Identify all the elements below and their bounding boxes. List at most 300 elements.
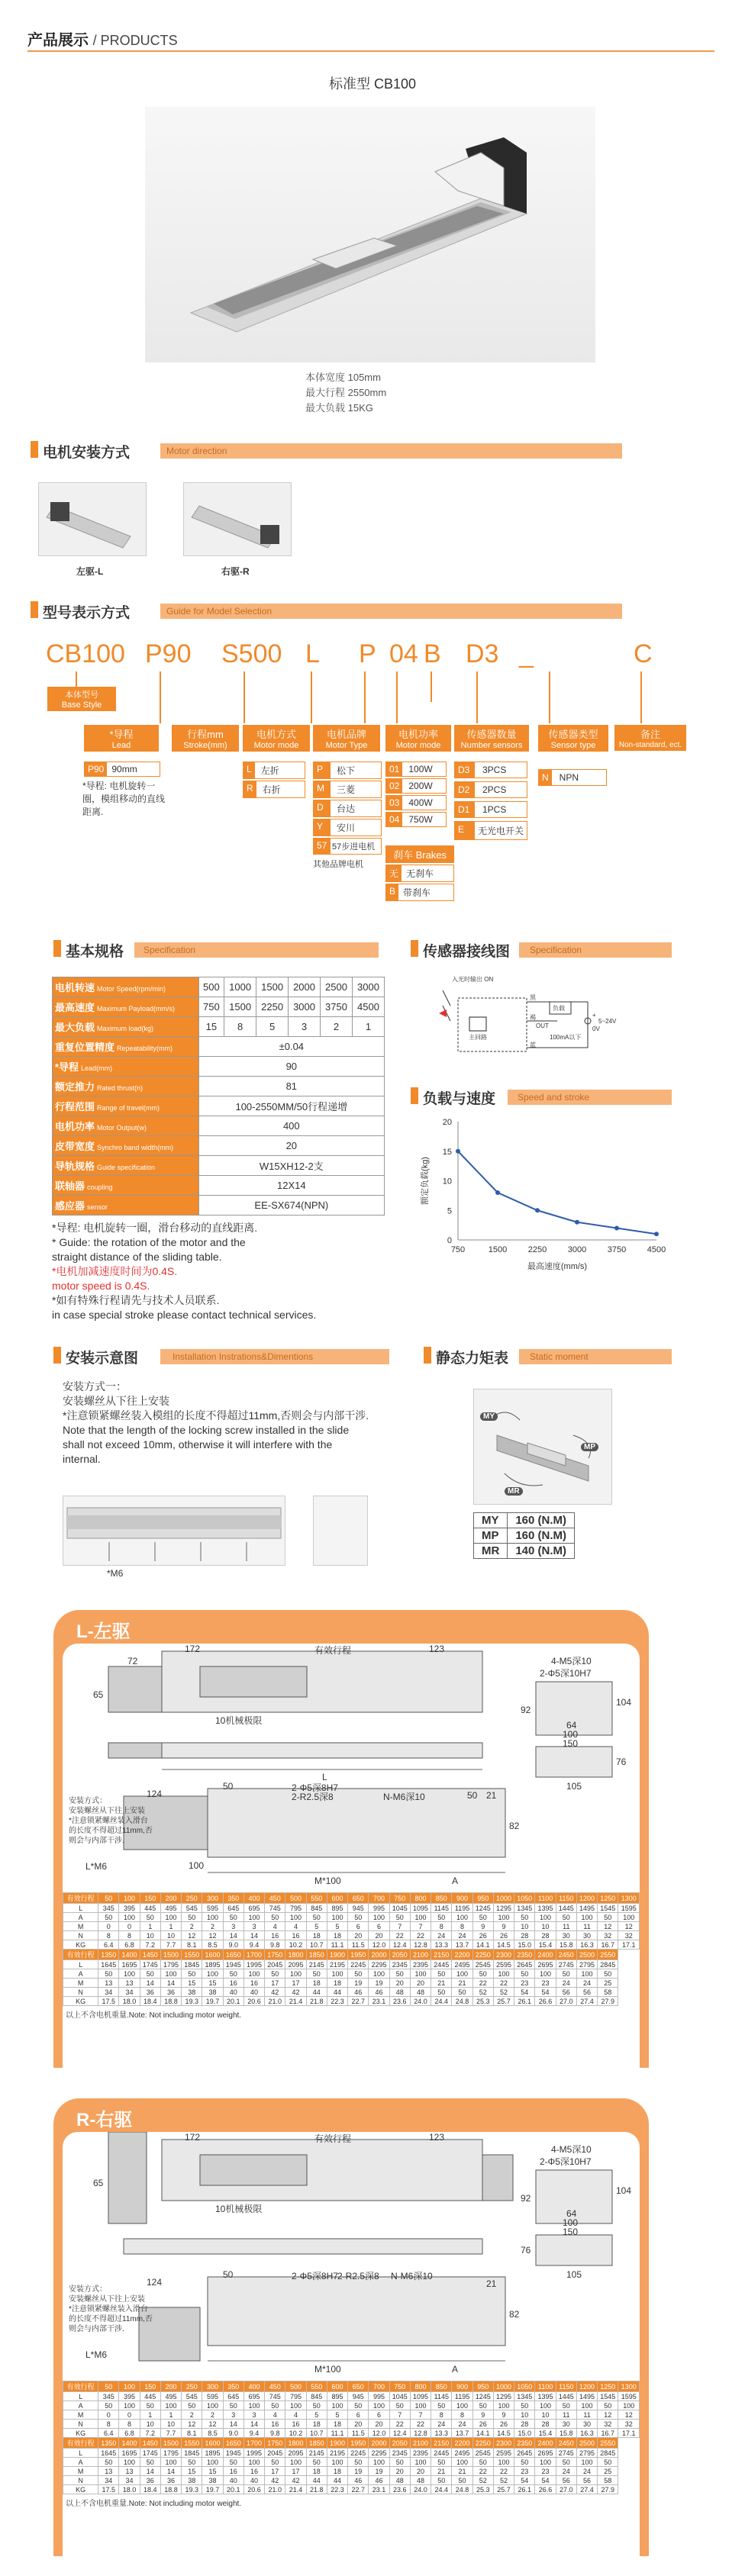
x-tick-label: 750	[450, 1245, 466, 1254]
dim-cell: 56	[556, 2476, 576, 2485]
dim-cell: 有效行程	[63, 2381, 98, 2392]
dim-cell: 16	[265, 2420, 285, 2429]
table-row	[63, 2467, 640, 2476]
dim-cell: 1250	[598, 1893, 618, 1904]
dim-cell: 40	[243, 2476, 264, 2485]
dim-cell: 1700	[243, 2438, 264, 2449]
panel-m6-label: L*M6	[85, 1861, 108, 1872]
dim-cell: 900	[452, 2381, 472, 2392]
dim-cell: 14.5	[493, 1940, 514, 1950]
remark-title: 备注	[640, 729, 660, 740]
list-item	[454, 781, 527, 798]
dim-cell: 100	[493, 1969, 514, 1979]
install-m6-label: *M6	[107, 1568, 124, 1579]
dim-cell: 50	[431, 1988, 452, 1997]
spec-key-en: sensor	[87, 1203, 108, 1211]
item-label: 2PCS	[482, 784, 507, 795]
dim-cell: 700	[369, 2381, 389, 2392]
dim-cell: 5	[327, 2410, 347, 2420]
panel-footnote: 以上不含电机重量.Note: Not including motor weight.	[66, 2011, 242, 2020]
dim-cell: 100	[202, 2401, 223, 2410]
install-title: 安装示意图	[66, 1351, 139, 1367]
table-row	[63, 2429, 640, 2438]
dim-label: 124	[147, 1789, 163, 1799]
dim-cell: 15.4	[535, 2429, 556, 2438]
dim-cell: 1000	[493, 1893, 514, 1904]
model-selection-title: 型号表示方式	[43, 605, 131, 621]
dim-cell: 100	[535, 2458, 556, 2467]
dim-cell: 34	[119, 2476, 140, 2485]
dim-cell: 450	[265, 2381, 285, 2392]
dim-cell: 100	[285, 1969, 306, 1979]
section-marker	[424, 1347, 431, 1364]
dim-cell: 23	[535, 2467, 556, 2476]
dim-cell: 100	[202, 1913, 223, 1922]
dim-cell: 495	[160, 2392, 181, 2401]
dim-cell: 27.9	[598, 1997, 618, 2006]
dim-cell: 21.4	[285, 2485, 306, 2494]
list-item	[385, 762, 447, 777]
spec-value: 1500	[224, 997, 256, 1017]
dim-cell: 100	[618, 2401, 640, 2410]
dim-cell: 2695	[535, 2449, 556, 2458]
dim-cell: 50	[556, 2458, 576, 2467]
dim-cell: 11.1	[327, 2429, 347, 2438]
item-label: 57步进电机	[332, 842, 376, 852]
dim-cell: 24	[576, 2467, 597, 2476]
item-label: 100W	[408, 764, 433, 774]
dim-cell: 1400	[119, 2438, 140, 2449]
dim-cell: 2200	[452, 2438, 472, 2449]
spec-key	[53, 1116, 199, 1136]
dim-cell: 2245	[348, 1960, 369, 1969]
stroke-box	[172, 725, 239, 752]
dim-cell: 1700	[243, 1950, 264, 1960]
dim-cell: 36	[160, 2476, 181, 2485]
dim-cell: 22	[472, 2467, 493, 2476]
dim-cell: 1100	[535, 2381, 556, 2392]
dim-cell: 48	[410, 2476, 431, 2485]
wiring-label: 入光时输出 ON	[452, 976, 494, 983]
dim-cell: 0	[119, 2410, 140, 2420]
dim-cell: 52	[472, 2476, 493, 2485]
dim-cell: 19.3	[182, 2485, 202, 2494]
series-box-cn: 本体型号	[65, 691, 98, 700]
dim-cell: 28	[514, 1931, 535, 1940]
item-code: R	[243, 781, 256, 797]
dim-cell: 24.4	[431, 2485, 452, 2494]
dim-cell: 600	[327, 2381, 347, 2392]
table-row	[63, 2410, 640, 2420]
install-drawing	[63, 1496, 285, 1566]
x-tick-label: 4500	[647, 1245, 666, 1254]
dim-cell: 895	[327, 2392, 347, 2401]
dim-cell: 50	[514, 2401, 535, 2410]
spec-key	[53, 1037, 199, 1057]
dim-cell: 15.8	[556, 2429, 576, 2438]
table-row	[63, 1931, 640, 1940]
side-note: 则会与内部干涉.	[69, 2325, 124, 2333]
dim-label: 64	[566, 1720, 577, 1731]
table-row	[63, 2485, 640, 2494]
table-row	[53, 1176, 385, 1196]
dim-cell: 1000	[493, 2381, 514, 2392]
spec-line: 本体宽度 105mm	[305, 372, 381, 383]
code-brake: B	[424, 639, 441, 668]
dim-cell: 34	[98, 2476, 119, 2485]
dim-cell: 26	[472, 1931, 493, 1940]
dim-cell: 14	[243, 2420, 264, 2429]
dim-cell: 1550	[182, 1950, 202, 1960]
dim-cell: 50	[265, 1913, 285, 1922]
dim-cell: 1450	[140, 2438, 160, 2449]
dim-cell: 25	[598, 2467, 618, 2476]
list-item	[385, 795, 447, 810]
dim-cell: 16.3	[576, 1940, 597, 1950]
dim-cell: 18	[327, 2420, 347, 2429]
dim-cell: 7	[410, 1922, 431, 1931]
series-box	[47, 687, 116, 711]
dim-cell: 1150	[556, 1893, 576, 1904]
dim-cell: 50	[431, 2458, 452, 2467]
dim-cell: 50	[265, 2458, 285, 2467]
dim-label: 82	[509, 1821, 520, 1831]
table-row	[63, 1960, 640, 1969]
item-code: 无	[386, 865, 402, 881]
moment-key: MR	[474, 1544, 508, 1559]
dim-cell: 26.1	[514, 1997, 535, 2006]
dim-cell: 2000	[369, 1950, 389, 1960]
motor-power-title: 电机功率	[398, 729, 438, 740]
dim-label: 92	[521, 1705, 531, 1715]
dim-cell: 0	[98, 2410, 119, 2420]
dim-cell: 22.7	[348, 1997, 369, 2006]
brake-title: 刹车 Brakes	[385, 845, 454, 863]
dim-cell: 100	[452, 1913, 472, 1922]
dim-cell: 7.2	[140, 1940, 160, 1950]
dim-cell: 100	[119, 2401, 140, 2410]
dim-label: 4-M5深10	[551, 2144, 592, 2155]
table-row	[63, 1988, 640, 1997]
table-row	[53, 1196, 385, 1216]
dim-label: 82	[509, 2309, 520, 2320]
dim-cell: 32	[598, 1931, 618, 1940]
dim-cell: 9.4	[243, 2429, 264, 2438]
dim-cell: 21.8	[306, 2485, 327, 2494]
dim-cell: 58	[598, 1988, 618, 1997]
item-label: 左折	[260, 765, 279, 776]
item-label: 松下	[337, 765, 356, 776]
list-item	[313, 819, 382, 836]
dim-cell: 100	[493, 2458, 514, 2467]
sensor-wiring-en: Specification	[530, 945, 582, 955]
dim-cell: 18.4	[140, 2485, 160, 2494]
dim-cell: 2195	[327, 2449, 347, 2458]
dim-cell: 10.7	[306, 2429, 327, 2438]
spec-key	[53, 1176, 199, 1196]
spec-key	[53, 1077, 199, 1096]
dim-cell: 16.7	[598, 1940, 618, 1950]
dim-cell: 25.7	[493, 2485, 514, 2494]
dim-cell: 1445	[556, 1904, 576, 1913]
dim-cell: 2100	[410, 1950, 431, 1960]
spec-key-en: Synchro band width(mm)	[97, 1144, 174, 1151]
table-row	[53, 1156, 385, 1176]
dim-cell: 11	[576, 1922, 597, 1931]
left-panel-body	[63, 1644, 640, 2068]
dim-cell: 12	[202, 1931, 223, 1940]
spec-key-cn: 额定推力	[55, 1081, 95, 1093]
spec-note: motor speed is 0.4S.	[52, 1280, 150, 1292]
dim-cell: 56	[576, 2476, 597, 2485]
dim-label: 172	[185, 1644, 201, 1654]
spec-value: 1000	[224, 977, 256, 997]
dim-cell: 2595	[493, 1960, 514, 1969]
dim-cell: 16.7	[598, 2429, 618, 2438]
section-marker	[31, 441, 38, 458]
dim-cell: 200	[160, 2381, 181, 2392]
dim-cell: 30	[556, 1931, 576, 1940]
list-item	[454, 762, 527, 778]
dim-label: 123	[429, 2132, 445, 2143]
dim-cell: 2645	[514, 1960, 535, 1969]
dim-cell: 58	[598, 2476, 618, 2485]
item-label: 400W	[408, 797, 433, 808]
table-row	[474, 1513, 575, 1528]
dim-cell: 9.0	[223, 1940, 243, 1950]
data-point	[654, 1232, 659, 1236]
dim-cell: 10.7	[306, 1940, 327, 1950]
load-speed-title: 负载与速度	[423, 1091, 496, 1107]
static-moment-en: Static moment	[530, 1351, 589, 1362]
spec-table	[52, 977, 385, 1216]
dim-cell: 2250	[472, 2438, 493, 2449]
x-tick-label: 3750	[607, 1245, 627, 1254]
dim-cell: 17	[265, 1979, 285, 1988]
dim-cell: 5	[327, 1922, 347, 1931]
dim-cell: 14	[160, 2467, 181, 2476]
dim-cell: 21.0	[265, 1997, 285, 2006]
dim-cell: 14.5	[493, 2429, 514, 2438]
dim-cell: 50	[265, 2401, 285, 2410]
dim-cell: 5	[306, 2410, 327, 2420]
dim-cell: 100	[410, 1969, 431, 1979]
dim-cell: 13	[119, 1979, 140, 1988]
dim-cell: 12.8	[410, 2429, 431, 2438]
dim-cell: 20.1	[223, 2485, 243, 2494]
spec-line: 最大负载 15KG	[305, 402, 373, 414]
spec-note: * Guide: the rotation of the motor and the	[52, 1236, 246, 1248]
table-row	[53, 1057, 385, 1077]
dim-cell: 1950	[348, 1950, 369, 1960]
dim-cell: 1995	[243, 2449, 264, 2458]
dim-cell: 27.9	[598, 2485, 618, 2494]
dim-cell: 950	[472, 2381, 493, 2392]
dim-cell: 2150	[431, 2438, 452, 2449]
dim-cell: 50	[182, 2401, 202, 2410]
dim-cell: 1850	[306, 2438, 327, 2449]
x-tick-label: 1500	[488, 1245, 508, 1254]
dim-cell: 1295	[493, 2392, 514, 2401]
dim-cell: 7.7	[160, 1940, 181, 1950]
product-model: 标准型 CB100	[328, 76, 417, 92]
dim-cell: 1695	[119, 1960, 140, 1969]
spec-key-cn: 电机转速	[55, 982, 95, 993]
panel-side-notes	[69, 2285, 153, 2334]
dim-cell: 27.4	[576, 1997, 597, 2006]
linear-module-illustration	[145, 107, 595, 362]
dim-cell: 42	[265, 2476, 285, 2485]
dim-cell: 32	[618, 2420, 640, 2429]
dim-cell: 2195	[327, 1960, 347, 1969]
spec-key	[53, 1196, 199, 1216]
spec-value: 750	[198, 997, 224, 1017]
dim-cell: 24	[576, 1979, 597, 1988]
dim-cell: 2350	[514, 1950, 535, 1960]
data-point	[575, 1220, 579, 1225]
dim-cell: 1350	[98, 1950, 119, 1960]
dim-cell: 12	[202, 2420, 223, 2429]
data-point	[495, 1190, 500, 1195]
dim-cell: 2050	[389, 2438, 410, 2449]
dim-cell: 100	[576, 2458, 597, 2467]
dim-cell: 645	[223, 1904, 243, 1913]
dim-label: 104	[616, 1697, 632, 1708]
spec-key-cn: 感应器	[55, 1200, 85, 1212]
dim-cell: 56	[576, 1988, 597, 1997]
dim-cell: 25	[598, 1979, 618, 1988]
dim-cell: 12	[598, 1922, 618, 1931]
side-note: 的长度不得超过11mm,否	[69, 2315, 153, 2323]
spec-value: 12X14	[198, 1176, 384, 1196]
dim-cell: 1795	[160, 1960, 181, 1969]
dim-cell: 26	[493, 1931, 514, 1940]
side-note: 安装方式：	[69, 2285, 107, 2294]
section-marker	[53, 940, 61, 957]
dim-cell: 1600	[202, 1950, 223, 1960]
dim-cell: 8.5	[202, 2429, 223, 2438]
dim-cell: 745	[265, 2392, 285, 2401]
dim-cell: 50	[140, 2458, 160, 2467]
dim-cell: 445	[140, 2392, 160, 2401]
dim-cell: 100	[535, 1969, 556, 1979]
dim-cell: 10	[160, 2420, 181, 2429]
dim-cell: 595	[202, 2392, 223, 2401]
item-label: 带刹车	[403, 887, 431, 898]
dim-cell: 50	[348, 1913, 369, 1922]
dim-cell: 450	[265, 1893, 285, 1904]
item-code: 01	[386, 762, 402, 776]
dim-cell: 50	[182, 1913, 202, 1922]
dim-cell: 50	[598, 1969, 618, 1979]
dim-cell: 48	[389, 2476, 410, 2485]
spec-value: 400	[198, 1116, 384, 1136]
item-code: 04	[386, 813, 402, 826]
dim-cell: 16	[285, 2420, 306, 2429]
spec-key-en: Maximum load(kg)	[97, 1025, 154, 1032]
dim-cell: 50	[389, 1913, 410, 1922]
left-drive-label: 左驱-L	[76, 566, 104, 577]
motor-dir-en: Motor mode	[253, 741, 299, 750]
dim-cell: 3	[223, 2410, 243, 2420]
dim-cell: 17.5	[98, 1997, 119, 2006]
dim-cell: M	[63, 1979, 98, 1988]
dim-cell: 1895	[202, 1960, 223, 1969]
spec-note: *如有特殊行程请先与技术人员联系.	[52, 1294, 220, 1306]
dim-cell: 2150	[431, 1950, 452, 1960]
install-line: Note that the length of the locking screw installed in the slide	[63, 1424, 350, 1436]
spec-key-cn: 导轨规格	[55, 1161, 95, 1172]
dim-cell: 50	[306, 2401, 327, 2410]
dim-cell: 19.7	[202, 1997, 223, 2006]
dim-cell: 22	[389, 2420, 410, 2429]
dim-label: 104	[616, 2185, 632, 2196]
dim-cell: 16	[223, 1979, 243, 1988]
dim-cell: KG	[63, 1997, 98, 2006]
dim-cell: 24	[431, 1931, 452, 1940]
dim-cell: 11	[556, 1922, 576, 1931]
dim-cell: 2145	[306, 2449, 327, 2458]
dim-cell: 2545	[472, 2449, 493, 2458]
dim-cell: 38	[202, 2476, 223, 2485]
dim-label: 150	[563, 2227, 579, 2237]
dim-cell: 9	[472, 1922, 493, 1931]
dim-cell: 14	[223, 2420, 243, 2429]
code-lead: P90	[145, 639, 192, 668]
dim-cell: 1500	[160, 2438, 181, 2449]
dim-cell: 14	[140, 1979, 160, 1988]
install-line: 安装螺丝从下往上安装	[63, 1395, 169, 1407]
dim-cell: 1550	[182, 2438, 202, 2449]
dim-cell: 3	[243, 1922, 264, 1931]
code-remark: C	[634, 639, 653, 668]
dim-cell: 695	[243, 1904, 264, 1913]
sensor-count-box	[454, 725, 529, 752]
dim-cell: 6.4	[98, 2429, 119, 2438]
dim-label: 72	[127, 1656, 138, 1666]
list-item	[313, 781, 382, 798]
dim-cell: 4	[265, 2410, 285, 2420]
moment-mp-tag: MP	[581, 1443, 598, 1451]
dim-cell: KG	[63, 2485, 98, 2494]
dim-cell: 11.1	[327, 1940, 347, 1950]
dim-cell: 26	[493, 2420, 514, 2429]
dim-cell: 34	[98, 1988, 119, 1997]
side-note: 安装方式：	[69, 1797, 107, 1805]
dim-cell: 15	[182, 2467, 202, 2476]
dim-cell: 50	[265, 1969, 285, 1979]
dim-cell: 50	[98, 1913, 119, 1922]
dim-cell: 54	[535, 2476, 556, 2485]
moment-my-tag: MY	[480, 1412, 498, 1421]
dim-cell: 6	[348, 1922, 369, 1931]
dim-cell: 14.1	[472, 2429, 493, 2438]
table-row	[63, 2401, 640, 2410]
dim-cell: 6	[369, 1922, 389, 1931]
dim-cell: 16	[223, 2467, 243, 2476]
table-row	[53, 997, 385, 1017]
dim-cell: 50	[389, 1969, 410, 1979]
dim-label: L	[322, 1772, 327, 1782]
dim-cell: 17.1	[618, 1940, 640, 1950]
lead-en: Lead	[111, 741, 131, 750]
dim-cell: M	[63, 2410, 98, 2420]
remark-en: Non-standard, ect.	[618, 741, 682, 749]
left-drive-panel	[53, 1610, 649, 2068]
dim-cell: 20	[410, 1979, 431, 1988]
dim-cell: 2000	[369, 2438, 389, 2449]
list-item	[385, 812, 447, 827]
